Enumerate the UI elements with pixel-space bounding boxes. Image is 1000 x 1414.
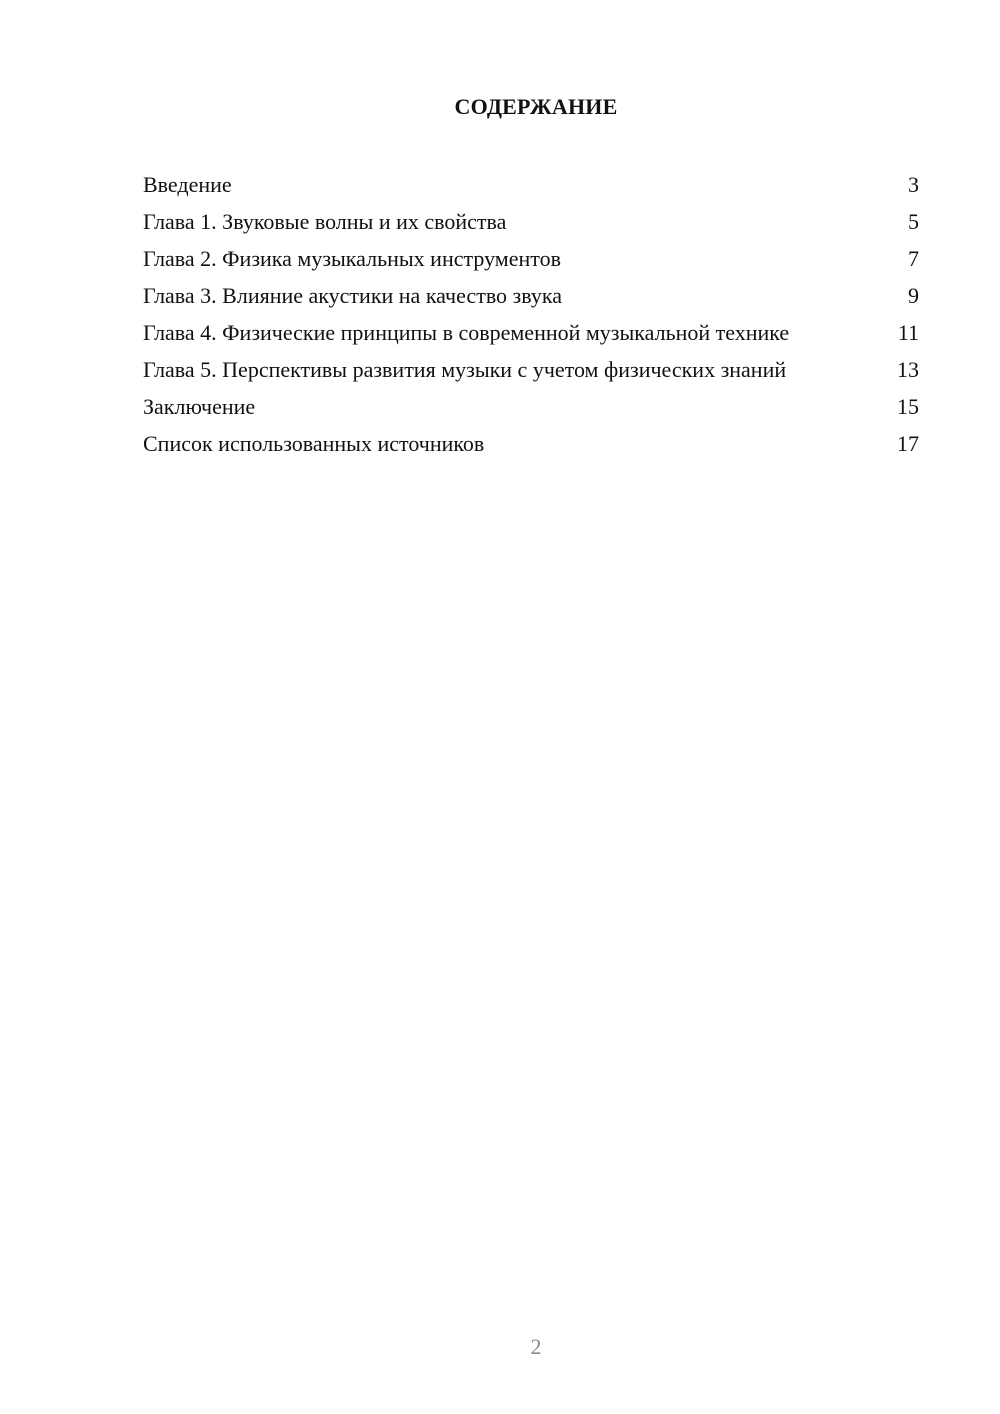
toc-entry-page: 7 bbox=[908, 246, 919, 271]
toc-entry-title: Глава 2. Физика музыкальных инструментов bbox=[143, 246, 561, 271]
toc-entry-references[interactable] bbox=[143, 431, 919, 457]
toc-entry-chapter-1[interactable] bbox=[143, 209, 919, 235]
toc-entry-page: 17 bbox=[897, 431, 919, 456]
toc-entry-chapter-5[interactable] bbox=[143, 357, 919, 383]
toc-entry-chapter-4[interactable] bbox=[143, 320, 919, 346]
toc-entry-conclusion[interactable] bbox=[143, 394, 919, 420]
page-number: 2 bbox=[530, 1334, 542, 1359]
toc-entry-page: 15 bbox=[897, 394, 919, 419]
toc-entry-title: Заключение bbox=[143, 394, 256, 419]
toc-entry-title: Глава 5. Перспективы развития музыки с учетом физических знаний bbox=[143, 357, 787, 382]
toc-entry-title: Глава 4. Физические принципы в современной музыкальной технике bbox=[143, 320, 790, 345]
toc-entry-title: Список использованных источников bbox=[143, 431, 485, 456]
page-title: СОДЕРЖАНИЕ bbox=[454, 94, 618, 119]
toc-entry-page: 5 bbox=[908, 209, 919, 234]
toc-entry-page: 11 bbox=[897, 320, 919, 345]
toc-entry-page: 9 bbox=[908, 283, 919, 308]
toc-entry-page: 13 bbox=[897, 357, 919, 382]
toc-entry-title: Введение bbox=[143, 172, 232, 197]
toc-entry-introduction[interactable] bbox=[143, 172, 919, 198]
toc-entry-chapter-3[interactable] bbox=[143, 283, 919, 309]
toc-entry-title: Глава 1. Звуковые волны и их свойства bbox=[143, 209, 507, 234]
table-of-contents bbox=[143, 172, 919, 468]
toc-entry-chapter-2[interactable] bbox=[143, 246, 919, 272]
toc-entry-page: 3 bbox=[908, 172, 919, 197]
toc-entry-title: Глава 3. Влияние акустики на качество звука bbox=[143, 283, 562, 308]
